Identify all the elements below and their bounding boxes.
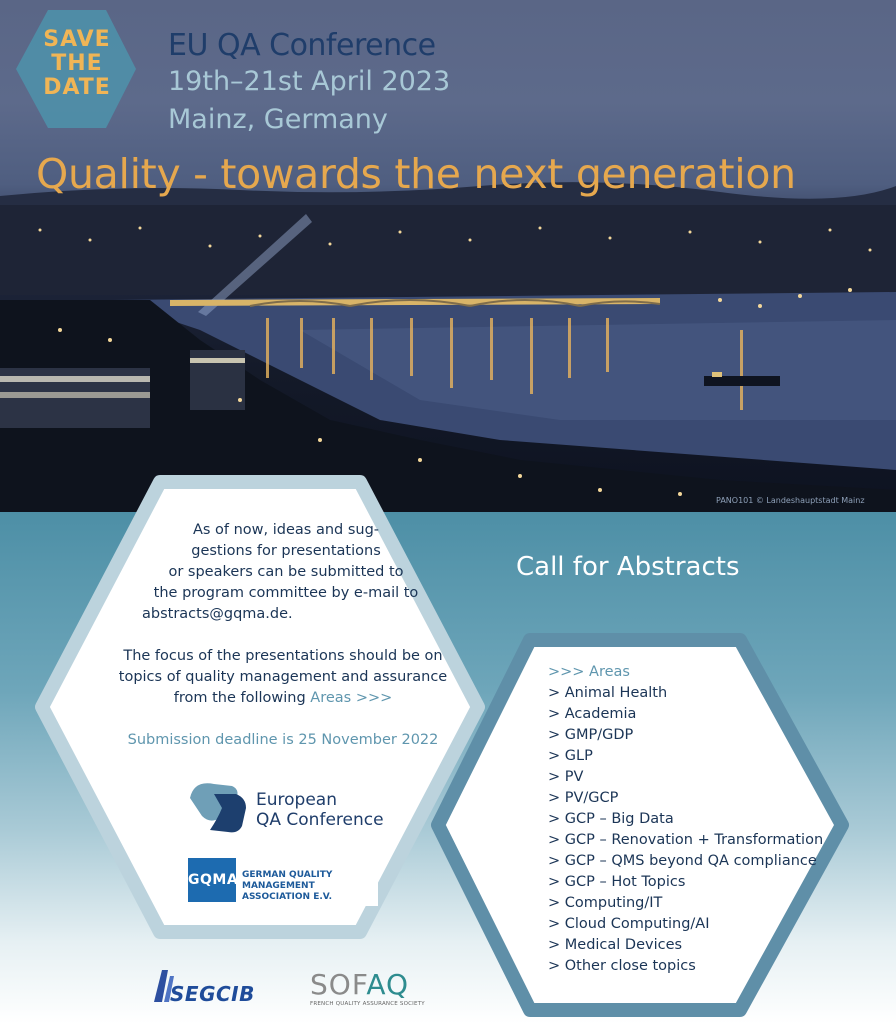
areas-link[interactable]: Areas >>> — [310, 690, 393, 706]
area-item: > Animal Health — [548, 685, 668, 701]
area-item: > GCP – Big Data — [548, 811, 674, 827]
areas-heading: >>> Areas — [548, 664, 630, 680]
tagline: Quality - towards the next generation — [36, 150, 796, 198]
area-item: > GCP – QMS beyond QA compliance — [548, 853, 817, 869]
segcib-logo: SEGCIB — [152, 966, 272, 1006]
gqma-badge: GQMA — [188, 858, 236, 902]
area-item: > GLP — [548, 748, 593, 764]
area-item: > GCP – Renovation + Transformation — [548, 832, 824, 848]
conference-dates: 19th–21st April 2023 — [168, 66, 451, 97]
area-item: > GCP – Hot Topics — [548, 874, 686, 890]
submission-deadline: Submission deadline is 25 November 2022 — [127, 732, 439, 748]
area-item: > Computing/IT — [548, 895, 663, 911]
areas-list — [548, 662, 823, 977]
intro-line: the program committee by e-mail to — [153, 585, 419, 601]
area-item: > PV/GCP — [548, 790, 619, 806]
gqma-logo — [188, 856, 378, 906]
intro-line: or speakers can be submitted to — [168, 564, 404, 580]
save-the-date-label: SAVE THE DATE — [43, 27, 111, 100]
gqma-name: GERMAN QUALITY MANAGEMENT ASSOCIATION E.V. — [242, 870, 333, 902]
submission-intro — [106, 520, 466, 625]
european-qa-conference-wordmark: European QA Conference — [256, 790, 384, 830]
focus-paragraph: The focus of the presentations should be on topics of quality management and assurance from the following Areas >>> — [118, 648, 448, 706]
call-for-abstracts-heading: Call for Abstracts — [516, 552, 740, 582]
sofaq-logo: SOFAQ FRENCH QUALITY ASSURANCE SOCIETY — [310, 968, 425, 1007]
intro-line: gestions for presentations — [191, 543, 381, 559]
area-item: > Academia — [548, 706, 637, 722]
conference-title: EU QA Conference — [168, 28, 436, 63]
intro-line: As of now, ideas and sug- — [192, 522, 380, 538]
intro-email[interactable]: abstracts@gqma.de. — [142, 606, 293, 622]
area-item: > GMP/GDP — [548, 727, 634, 743]
area-item: > Other close topics — [548, 958, 696, 974]
photo-credit: PANO101 © Landeshauptstadt Mainz — [716, 496, 865, 505]
conference-location: Mainz, Germany — [168, 104, 388, 135]
area-item: > PV — [548, 769, 584, 785]
area-item: > Cloud Computing/AI — [548, 916, 710, 932]
area-item: > Medical Devices — [548, 937, 683, 953]
european-qa-conference-logo — [184, 778, 250, 836]
